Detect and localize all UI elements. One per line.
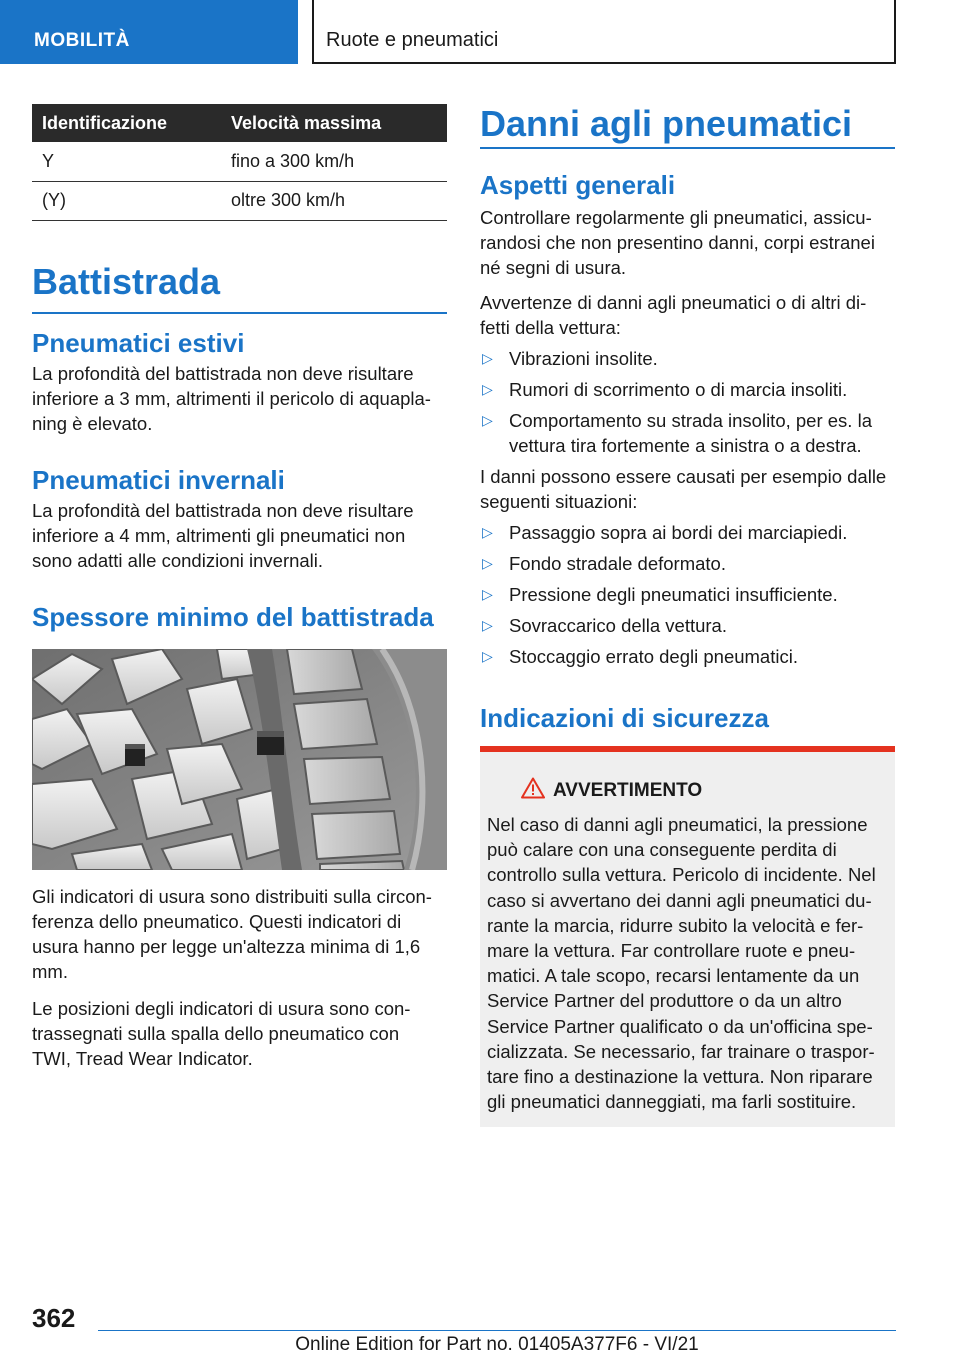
list-item: ▷ Stoccaggio errato degli pneumatici. xyxy=(482,645,798,667)
list-item: ▷ Fondo stradale deformato. xyxy=(482,552,726,574)
paragraph: Gli indicatori di usura sono distribuiti sulla circon-ferenza dello pneumatico. Questi indicatori di usura hanno per legge un'altezza minima di 1,6 mm. xyxy=(32,886,432,982)
subsection-heading: Pneumatici invernali xyxy=(32,465,285,495)
list-item: ▷ Pressione degli pneumatici insufficiente. xyxy=(482,583,838,605)
paragraph: La profondità del battistrada non deve risultare inferiore a 4 mm, altrimenti gli pneumatici non sono adatti alle condizioni invernali. xyxy=(32,499,414,571)
estivi-section xyxy=(32,329,447,436)
list-item: ▷ Sovraccarico della vettura. xyxy=(482,614,727,636)
paragraph: I danni possono essere causati per esempio dalle seguenti situazioni: xyxy=(480,465,887,512)
table-cell: fino a 300 km/h xyxy=(219,142,447,181)
paragraph: Avvertenze di danni agli pneumatici o di altri di-fetti della vettura: xyxy=(480,291,867,338)
warning-box xyxy=(480,746,895,1127)
table-cell: oltre 300 km/h xyxy=(219,181,447,220)
aspetti-section xyxy=(480,171,898,669)
bullet-triangle-icon: ▷ xyxy=(482,616,493,633)
table-row xyxy=(32,181,447,220)
sicurezza-section xyxy=(480,704,895,734)
indicatori-section xyxy=(32,884,452,1071)
paragraph: La profondità del battistrada non deve risultare inferiore a 3 mm, altrimenti il pericolo di aquapla-ning è elevato. xyxy=(32,362,431,434)
table-cell: (Y) xyxy=(32,181,219,220)
list-item: ▷ Vibrazioni insolite. xyxy=(482,347,658,369)
tread-wear-indicator-image xyxy=(32,649,447,870)
bullet-triangle-icon: ▷ xyxy=(482,349,493,366)
heading-rule xyxy=(480,147,895,149)
section-heading: Danni agli pneumatici xyxy=(480,103,853,144)
bullet-triangle-icon: ▷ xyxy=(482,411,493,428)
chapter-box xyxy=(312,0,896,64)
subsection-heading: Spessore minimo del battistrada xyxy=(32,602,434,632)
danni-section xyxy=(480,104,895,149)
list-item: ▷ Rumori di scorrimento o di marcia insoliti. xyxy=(482,378,848,400)
heading-rule xyxy=(32,312,447,314)
section-tab xyxy=(0,0,298,64)
paragraph: Le posizioni degli indicatori di usura sono con-trassegnati sulla spalla dello pneumatico con TWI, Tread Wear Indicator. xyxy=(32,998,411,1069)
paragraph: Controllare regolarmente gli pneumatici, assicu-randosi che non presentino danni, corpi estranei né segni di usura. xyxy=(480,206,875,278)
chapter-title: Ruote e pneumatici xyxy=(326,29,499,51)
invernali-section xyxy=(32,466,447,573)
section-heading: Battistrada xyxy=(32,261,221,302)
page-number: 362 xyxy=(32,1303,76,1333)
bullet-triangle-icon: ▷ xyxy=(482,554,493,571)
table-header-row xyxy=(32,104,447,142)
table-header-cell: Identificazione xyxy=(32,104,219,142)
warning-text: Nel caso di danni agli pneumatici, la pressione può calare con una conseguente perdita di controllo sulla vettura. Pericolo di incidente. Nel caso si avvertano dei danni agli pneumatici du-rante la marcia, ridurre subito la velocità e fer-mare la vettura. Far controllare ruote e pneu-matici. A tale scopo, recarsi lentamente da un Service Partner del produttore o da un altro Service Partner qualificato o da un'officina spe-cializzata. Se necessario, far trainare o traspor-tare fino a destinazione la vettura. Non riparare gli pneumatici danneggiati, ma farli sostituire. xyxy=(487,814,876,1113)
footer-rule xyxy=(98,1330,896,1331)
table-cell: Y xyxy=(32,142,219,181)
section-title: MOBILITÀ xyxy=(34,30,130,51)
subsection-heading: Aspetti generali xyxy=(480,170,676,200)
bullet-triangle-icon: ▷ xyxy=(482,380,493,397)
bullet-triangle-icon: ▷ xyxy=(482,585,493,602)
bullet-triangle-icon: ▷ xyxy=(482,647,493,664)
bullet-triangle-icon: ▷ xyxy=(482,523,493,540)
list-item: ▷ Comportamento su strada insolito, per es. la vettura tira fortemente a sinistra o a destra. xyxy=(482,409,872,456)
battistrada-section xyxy=(32,262,447,314)
bullet-list xyxy=(480,346,898,458)
subsection-heading: Indicazioni di sicurezza xyxy=(480,703,769,733)
list-item: ▷ Passaggio sopra ai bordi dei marciapiedi. xyxy=(482,521,848,543)
spessore-section xyxy=(32,603,462,633)
table-row xyxy=(32,142,447,181)
warning-title: AVVERTIMENTO xyxy=(553,780,703,801)
bullet-list xyxy=(480,520,898,669)
warning-triangle-icon xyxy=(521,777,545,799)
table-header-cell: Velocità massima xyxy=(219,104,447,142)
subsection-heading: Pneumatici estivi xyxy=(32,328,245,358)
speed-rating-table xyxy=(32,104,447,221)
edition-label: Online Edition for Part no. 01405A377F6 - VI/21 xyxy=(295,1334,699,1355)
